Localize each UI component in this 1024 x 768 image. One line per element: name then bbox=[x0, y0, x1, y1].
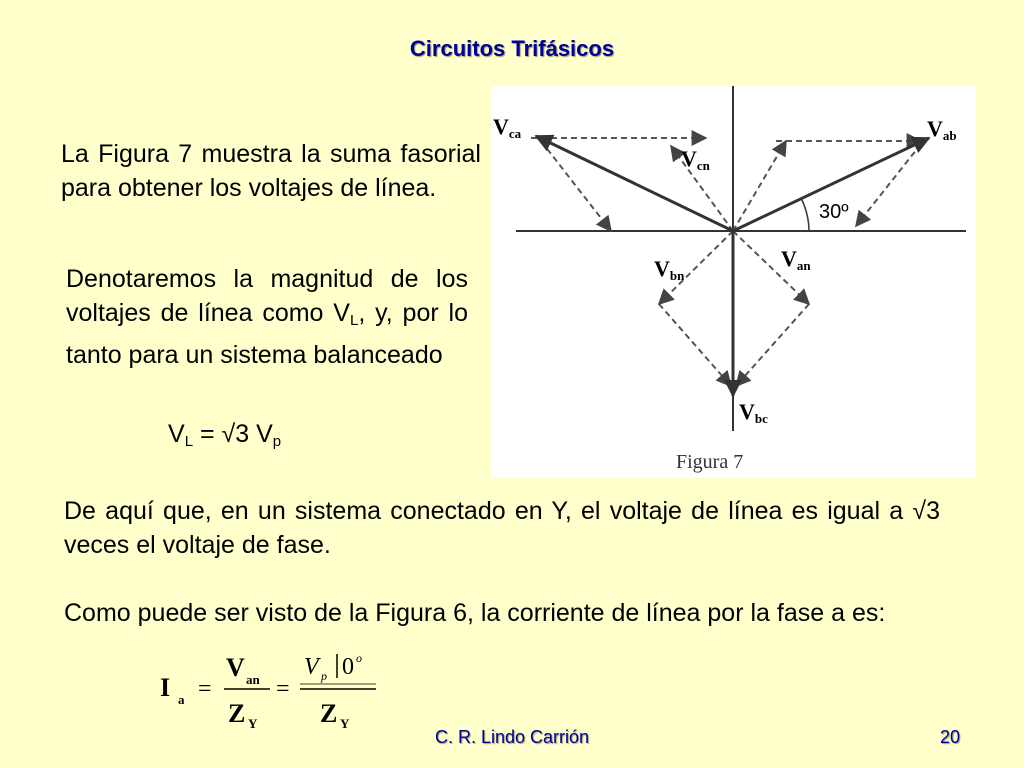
eq-equals-1: = bbox=[198, 676, 212, 702]
eq-den2: Z bbox=[320, 699, 338, 728]
current-equation-svg bbox=[160, 648, 400, 738]
vp-subscript: p bbox=[272, 433, 282, 450]
eq-num2-angle: 0 bbox=[342, 654, 354, 680]
eq-num1-sub: an bbox=[246, 672, 260, 687]
current-equation bbox=[160, 648, 400, 738]
eq-den1: Z bbox=[228, 699, 246, 728]
eq-num2-sub: p bbox=[321, 669, 327, 683]
dash-bottom-left bbox=[659, 304, 731, 386]
paragraph-line-current: Como puede ser visto de la Figura 6, la corriente de línea por la fase a es: bbox=[64, 599, 886, 627]
phasor-figure bbox=[491, 86, 976, 478]
footer-page-number: 20 bbox=[939, 727, 961, 747]
p2-text-pre: Denotaremos la magnitud de los voltajes de línea como V bbox=[66, 265, 468, 327]
paragraph-conclusion: De aquí que, en un sistema conectado en Y, el voltaje de línea es igual a √3 veces el voltaje de fase. bbox=[64, 497, 940, 559]
eq-den2-sub: Y bbox=[340, 716, 350, 731]
eq-num2-deg: o bbox=[356, 651, 362, 665]
p2-text-post: , y, por lo tanto para un sistema balanceado bbox=[66, 299, 468, 369]
angle-arc bbox=[801, 198, 809, 231]
dash-bottom-right bbox=[736, 304, 809, 386]
figure-caption: Figura 7 bbox=[676, 451, 744, 473]
vca-phasor bbox=[536, 136, 733, 231]
eq-equals-2: = bbox=[276, 676, 290, 702]
eq-lhs: I bbox=[160, 673, 171, 702]
eq-num1: V bbox=[226, 653, 245, 682]
angle-label: 30º bbox=[819, 201, 849, 223]
footer-author: C. R. Lindo Carrión bbox=[434, 727, 590, 747]
van-label: Van bbox=[781, 246, 811, 273]
vl-symbol: V bbox=[168, 420, 185, 448]
paragraph-figure-intro: La Figura 7 muestra la suma fasorial para obtener los voltajes de línea. bbox=[61, 140, 481, 202]
paragraph-line-voltage-def bbox=[66, 262, 468, 372]
vca-label: Vca bbox=[493, 114, 522, 141]
eq-lhs-sub: a bbox=[178, 692, 185, 707]
vl-equals: = √3 V bbox=[193, 420, 273, 448]
slide-title: Circuitos Trifásicos bbox=[409, 36, 615, 61]
p2-subscript: L bbox=[349, 312, 359, 329]
vab-label: Vab bbox=[927, 116, 957, 143]
phasor-diagram bbox=[491, 86, 976, 478]
vl-subscript: L bbox=[184, 433, 194, 450]
vbn-label: Vbn bbox=[654, 256, 685, 283]
eq-den1-sub: Y bbox=[248, 716, 258, 731]
line-voltage-formula bbox=[168, 420, 281, 450]
vcn-label: Vcn bbox=[681, 146, 710, 173]
eq-num2: V bbox=[304, 654, 319, 680]
vbc-label: Vbc bbox=[739, 399, 768, 426]
